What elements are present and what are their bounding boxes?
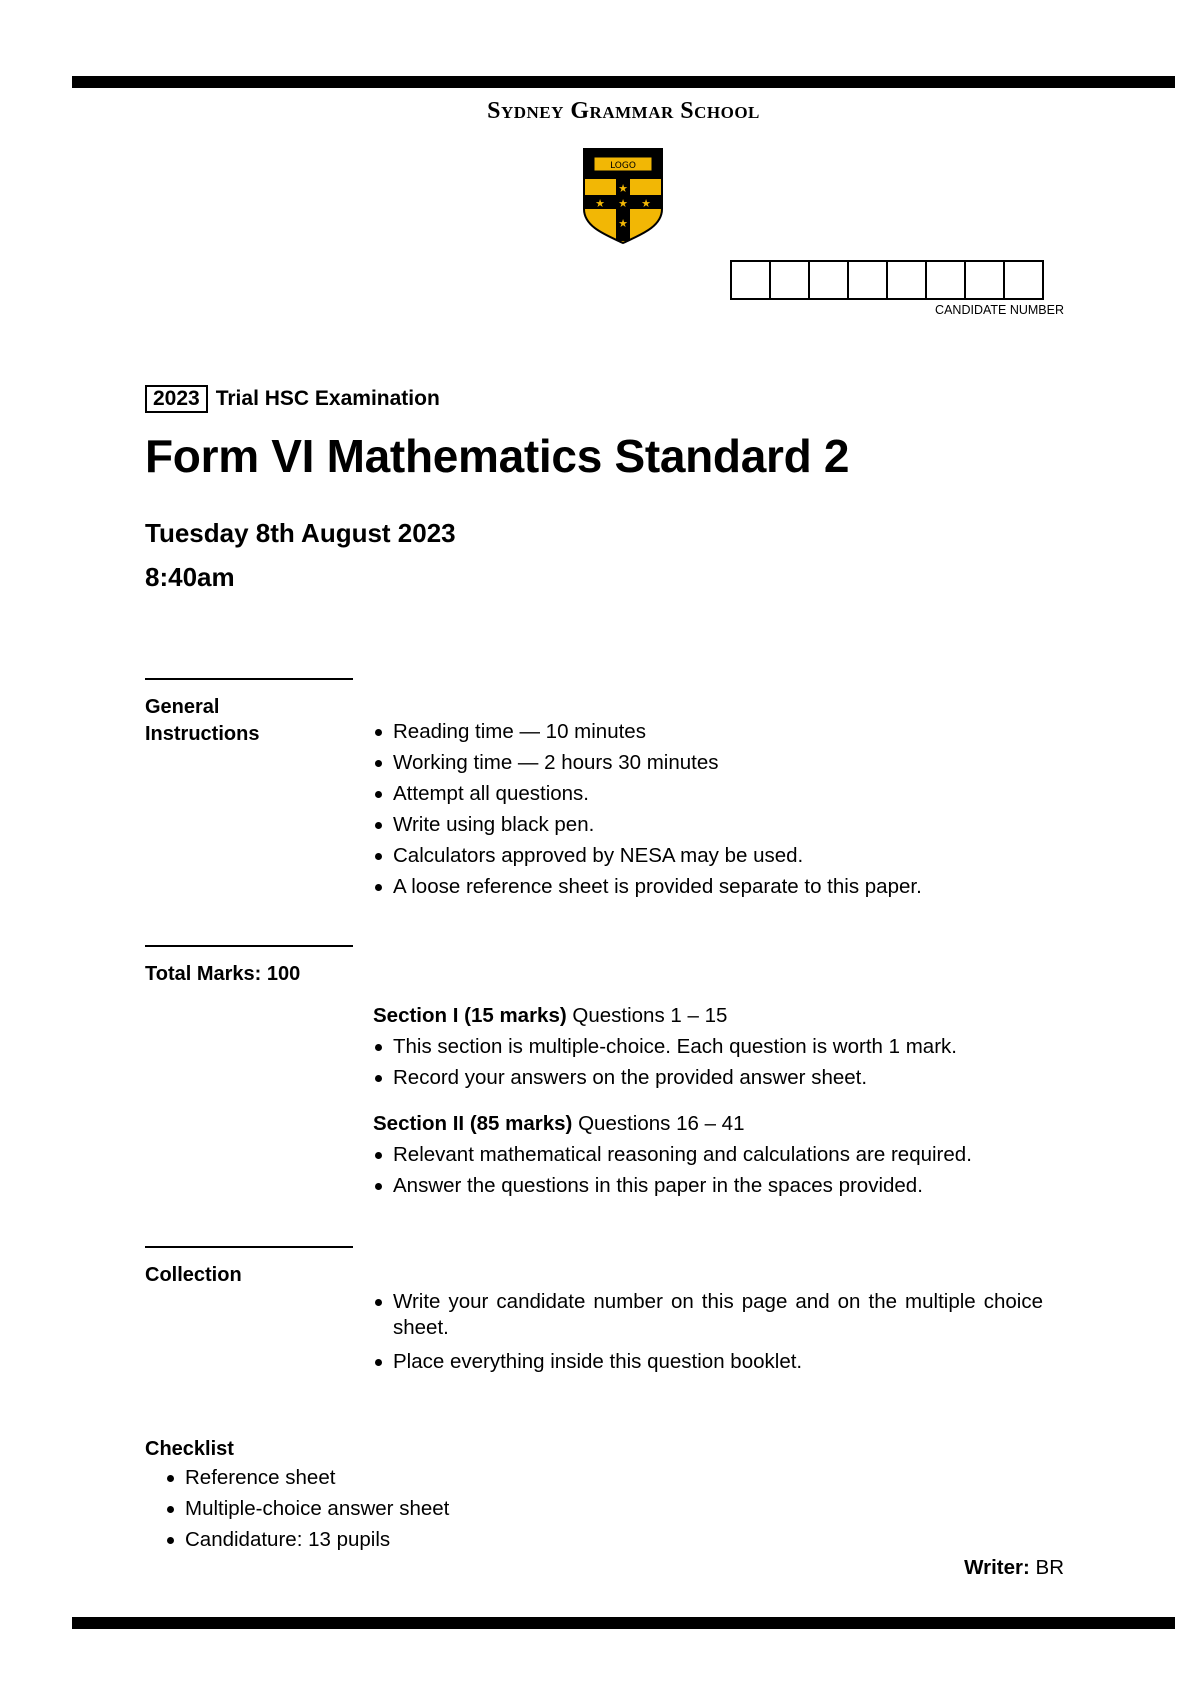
section-divider: [145, 678, 353, 680]
school-name: Sydney Grammar School: [487, 98, 760, 124]
list-item: Working time — 2 hours 30 minutes: [353, 747, 922, 778]
candidate-digit-box[interactable]: [730, 260, 771, 300]
general-instructions-label: General Instructions: [145, 696, 260, 745]
candidate-digit-box[interactable]: [808, 260, 849, 300]
exam-type: Trial HSC Examination: [215, 387, 440, 410]
checklist-list: [145, 1462, 449, 1555]
school-crest: [580, 147, 666, 245]
list-item: Candidature: 13 pupils: [145, 1524, 449, 1555]
svg-text:LOGO: LOGO: [610, 161, 636, 171]
candidate-digit-box[interactable]: [1003, 260, 1044, 300]
candidate-digit-box[interactable]: [964, 260, 1005, 300]
svg-text:★: ★: [618, 183, 628, 195]
candidate-digit-box[interactable]: [847, 260, 888, 300]
candidate-digit-box[interactable]: [886, 260, 927, 300]
checklist-label: Checklist: [145, 1438, 234, 1460]
section2-list: [353, 1139, 972, 1201]
list-item: Relevant mathematical reasoning and calculations are required.: [353, 1139, 972, 1170]
candidate-number-boxes[interactable]: [730, 260, 1044, 300]
svg-text:★: ★: [595, 198, 605, 210]
total-marks-label: Total Marks: 100: [145, 963, 301, 985]
svg-text:★: ★: [641, 198, 651, 210]
list-item: Reading time — 10 minutes: [353, 716, 922, 747]
list-item: Write your candidate number on this page and on the multiple choice sheet.: [353, 1289, 1043, 1341]
exam-date: Tuesday 8th August 2023: [145, 518, 456, 548]
list-item: Record your answers on the provided answer sheet.: [353, 1062, 957, 1093]
section1-list: [353, 1031, 957, 1093]
exam-time: 8:40am: [145, 562, 235, 592]
list-item: Answer the questions in this paper in the spaces provided.: [353, 1170, 972, 1201]
svg-text:★: ★: [618, 218, 628, 230]
list-item: A loose reference sheet is provided separate to this paper.: [353, 871, 922, 902]
section-divider: [145, 1246, 353, 1248]
list-item: This section is multiple-choice. Each question is worth 1 mark.: [353, 1031, 957, 1062]
collection-label: Collection: [145, 1264, 242, 1286]
list-item: Attempt all questions.: [353, 778, 922, 809]
list-item: Calculators approved by NESA may be used.: [353, 840, 922, 871]
general-instructions-list: [353, 716, 922, 902]
section1-heading: Section I (15 marks) Questions 1 – 15: [373, 1004, 728, 1027]
writer-credit: Writer: BR: [964, 1556, 1064, 1579]
candidate-digit-box[interactable]: [769, 260, 810, 300]
svg-text:★: ★: [618, 198, 628, 210]
list-item: Write using black pen.: [353, 809, 922, 840]
list-item: Place everything inside this question booklet.: [353, 1346, 1043, 1377]
candidate-number-label: CANDIDATE NUMBER: [935, 303, 1064, 317]
year-badge: 2023: [145, 385, 208, 413]
bottom-rule: [72, 1617, 1175, 1629]
list-item: Reference sheet: [145, 1462, 449, 1493]
section2-heading: Section II (85 marks) Questions 16 – 41: [373, 1112, 745, 1135]
list-item: Multiple-choice answer sheet: [145, 1493, 449, 1524]
collection-list: [353, 1289, 1043, 1377]
candidate-digit-box[interactable]: [925, 260, 966, 300]
section-divider: [145, 945, 353, 947]
top-rule: [72, 76, 1175, 88]
exam-type-line: [145, 385, 440, 413]
page-title: Form VI Mathematics Standard 2: [145, 430, 850, 482]
